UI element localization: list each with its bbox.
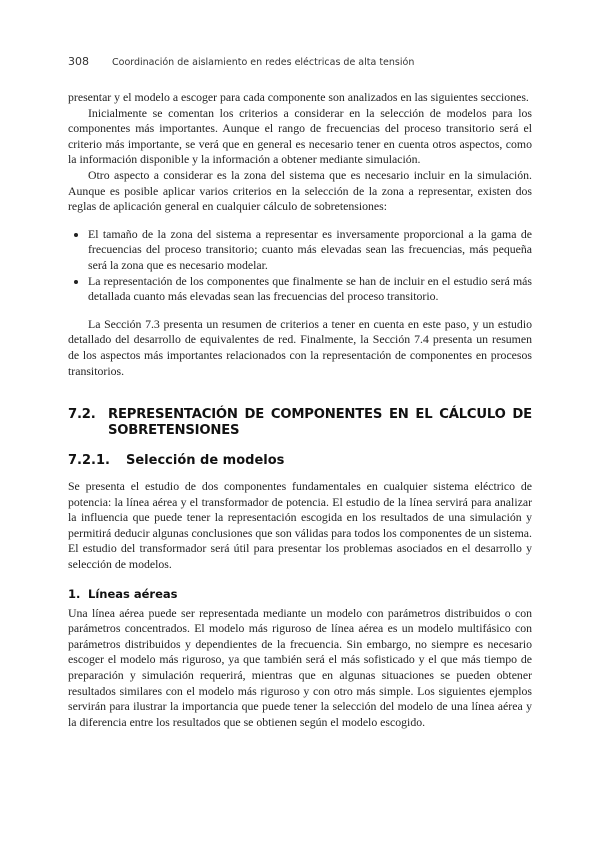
intro-paragraph-continued: presentar y el modelo a escoger para cada componente son analizados en las siguientes secciones. xyxy=(68,90,529,104)
section-number: 7.2. xyxy=(68,407,96,423)
subsection-number: 7.2.1. xyxy=(68,453,110,469)
list-item: • La representación de los componentes que finalmente se han de incluir en el estudio será más detallada cuanto más elevadas sean las frecuencias del proceso transitorio. xyxy=(88,274,532,305)
page-number: 308 xyxy=(68,55,89,68)
subsection-paragraph: Se presenta el estudio de dos componentes fundamentales en cualquier sistema eléctrico de potencia: la línea aérea y el transformador de potencia. El estudio de la línea servirá para analizar la influencia que puede tener la representación escogida en los resultados de una simulación y permitirá deducir algunas conclusiones que son válidas para todos los componentes de un sistema. El estudio del transformador será útil para presentar los problemas asociados en el desarrollo y selección de modelos. xyxy=(68,479,532,572)
item-title: Líneas aéreas xyxy=(88,586,178,601)
item-paragraph: Una línea aérea puede ser representada mediante un modelo con parámetros distribuidos o con parámetros concentrados. El modelo más riguroso de línea aérea es un modelo multifásico con parámetros distribuidos y dependientes de la frecuencia. Sin embargo, no siempre es necesario escoger el modelo más riguroso, ya que también será el más sofisticado y el que más tiempo de preparación y simulación requerirá, mientras que en algunas situaciones se pueden obtener resultados similares con el modelo más riguroso y con otro más simple. Los siguientes ejemplos servirán para ilustrar la importancia que puede tener la selección del modelo de una línea aérea y la diferencia entre los resultados que se obtienen según el modelo escogido. xyxy=(68,605,532,729)
rules-list xyxy=(68,227,532,305)
summary-paragraph: La Sección 7.3 presenta un resumen de criterios a tener en cuenta en este paso, y un estudio detallado del desarrollo de equivalentes de red. Finalmente, la Sección 7.4 presenta un resumen de los aspectos más importantes relacionados con la representación de componentes en procesos transitorios. xyxy=(68,316,532,378)
subsection-title: Selección de modelos xyxy=(126,453,285,469)
intro-paragraph: Otro aspecto a considerar es la zona del sistema que es necesario incluir en la simulación. Aunque es posible aplicar varios criterios en la selección de la zona a representar, existen dos reglas de aplicación general en cualquier cálculo de sobretensiones: xyxy=(68,167,532,214)
subsection-heading xyxy=(68,453,532,469)
item-number: 1. xyxy=(68,586,81,601)
intro-paragraph: Inicialmente se comentan los criterios a considerar en la selección de modelos para los componentes más importantes. Aunque el rango de frecuencias del proceso transitorio será el criterio más importante, se verá que en general es necesario tener en cuenta otros aspectos, como la información disponible y la información a obtener mediante simulación. xyxy=(68,105,532,167)
page-body xyxy=(68,90,532,730)
list-item: • El tamaño de la zona del sistema a representar es inversamente proporcional a la gama de frecuencias del proceso transitorio; cuanto más elevadas sean las frecuencias, más pequeña será la zona que es necesario modelar. xyxy=(88,227,532,274)
running-header xyxy=(68,55,538,68)
section-heading xyxy=(68,407,532,439)
section-title: REPRESENTACIÓN DE COMPONENTES EN EL CÁLCULO DE SOBRETENSIONES xyxy=(108,407,532,439)
item-heading xyxy=(68,587,532,602)
running-title: Coordinación de aislamiento en redes eléctricas de alta tensión xyxy=(112,57,415,68)
